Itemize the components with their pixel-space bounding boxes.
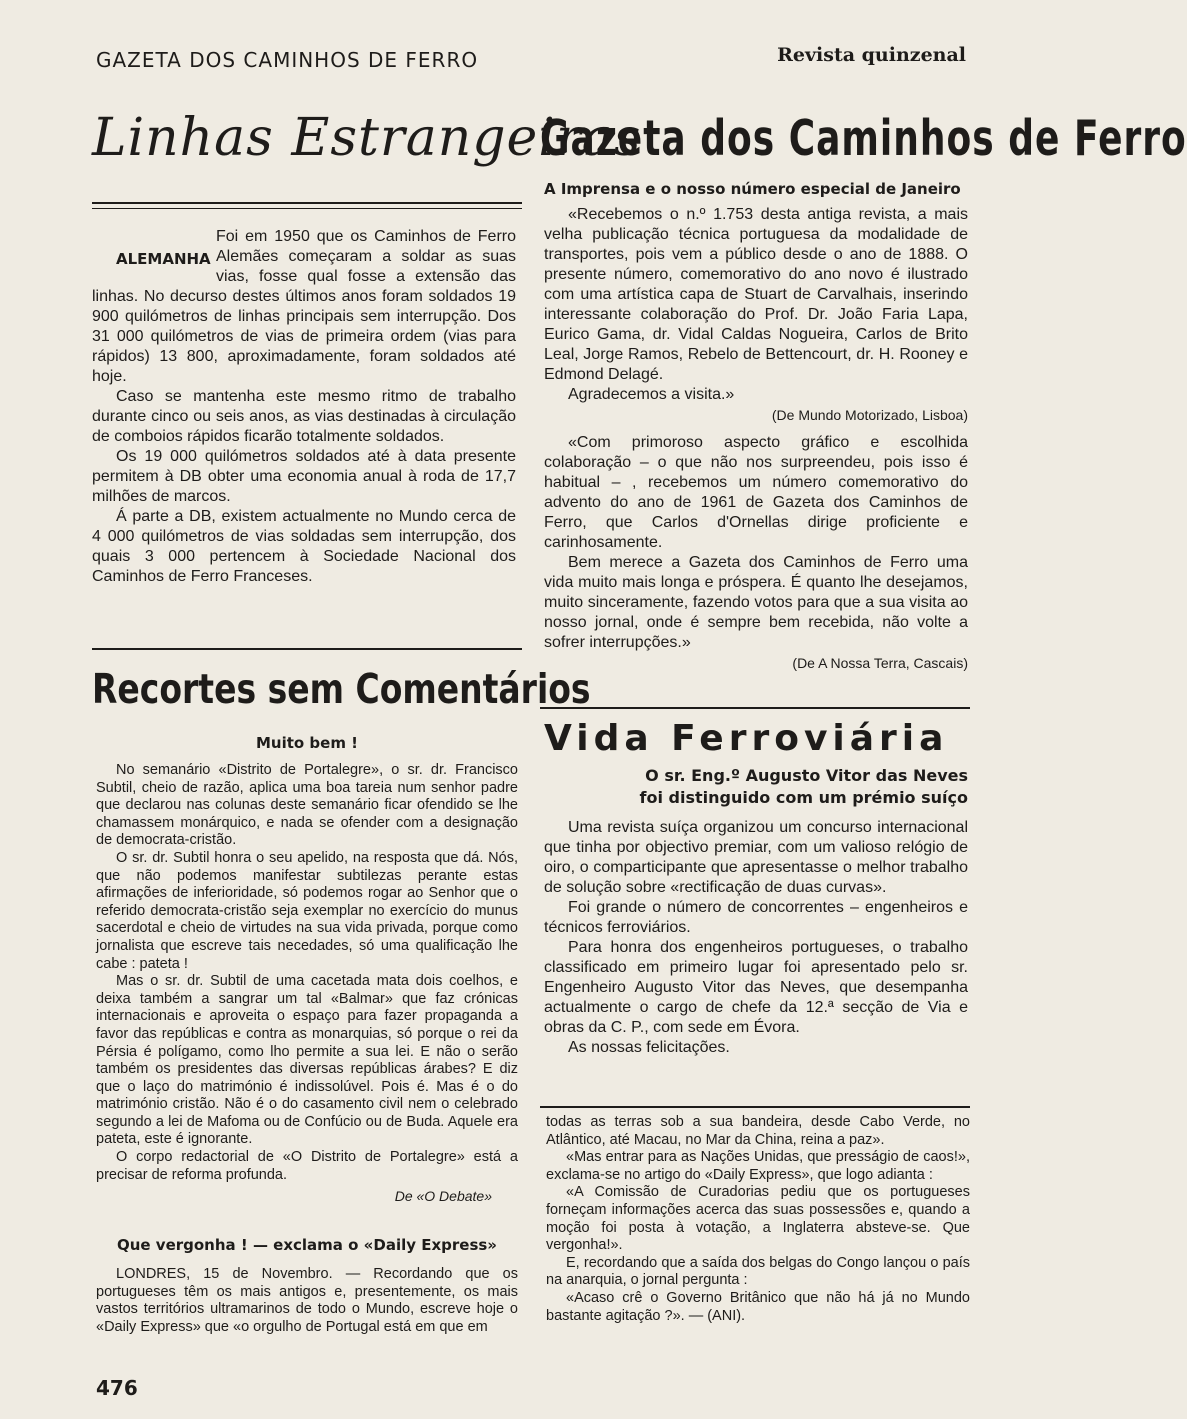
recortes-paragraph-4: O corpo redactorial de «O Distrito de Portalegre» está a precisar de reforma profunda. xyxy=(96,1149,518,1183)
running-header-frequency: Revista quinzenal xyxy=(777,44,966,66)
vida-subheading-2: foi distinguido com um prémio suíço xyxy=(639,788,968,807)
linhas-paragraph-1 xyxy=(92,227,516,387)
recortes-paragraph-3: Mas o sr. dr. Subtil de uma cacetada mata dois coelhos, e deixa também a sangrar um tal «Balmar» que faz crónicas internacionais e aproveita o espaço para fazer propaganda a favor das repúblicas e contra as monarquias, só porque o rei da Pérsia é polígamo, como lho permite a sua lei. E não o serão também os presidentes das diversas repúblicas árabes? E diz que o laço do matrimónio é indissolúvel. Pois é. Mas é o do matrimónio cristão. Não é o do casamento civil nem o celebrado segundo a lei de Mafoma ou de Confúcio ou de Buda. Aquele era pateta, este é ignorante. xyxy=(96,973,518,1148)
linhas-paragraph-2: Caso se mantenha este mesmo ritmo de trabalho durante cinco ou seis anos, as vias destinadas à circulação de comboios rápidos ficarão totalmente soldados. xyxy=(92,388,516,445)
vida-paragraph-1: Uma revista suíça organizou um concurso internacional que tinha por objectivo premiar, com um valioso relógio de oiro, o comparticipante que apresentasse o melhor trabalho de solução sobre «rectificação de duas curvas». xyxy=(544,819,968,896)
continuation-paragraph-2: «Mas entrar para as Nações Unidas, que presságio de caos!», exclama-se no artigo do «Daily Express», que logo adianta : xyxy=(546,1149,970,1183)
recortes-source-1: De «O Debate» xyxy=(394,1188,492,1205)
vida-paragraph-3: Para honra dos engenheiros portugueses, o trabalho classificado em primeiro lugar foi apresentado pelo sr. Engenheiro Augusto Vitor das Neves, que desempanha actualmente o cargo de chefe da 12.ª secção de Via e obras da C. P., com sede em Évora. xyxy=(544,939,968,1036)
linhas-paragraph-3: Os 19 000 quilómetros soldados até à data presente permitem à DB obter uma economia anual à roda de 17,7 milhões de marcos. xyxy=(92,448,516,505)
continuation-body xyxy=(546,1114,970,1325)
recortes-paragraph-5: LONDRES, 15 de Novembro. — Recordando que os portugueses têm os mais antigos e, presentemente, os mais vastos territórios ultramarinos de todo o Mundo, escreve hoje o «Daily Express» que «o orgulho de Portugal está em que em xyxy=(96,1266,518,1335)
gazeta-paragraph-1: «Recebemos o n.º 1.753 desta antiga revista, a mais velha publicação técnica portuguesa da modalidade de transportes, pois vem a público desde o ano de 1888. O presente número, comemorativo do ano novo é ilustrado com uma artística capa de Stuart de Carvalhais, inserindo interessante colaboração do Prof. Dr. João Faria Lapa, Eurico Gama, dr. Vidal Caldas Nogueira, Carlos de Brito Leal, Jorge Ramos, Rebelo de Bettencourt, dr. H. Rooney e Edmond Delagé. xyxy=(544,206,968,383)
recortes-paragraph-1: No semanário «Distrito de Portalegre», o sr. dr. Francisco Subtil, cheio de razão, aplica uma boa tareia num senhor padre que declarou nas colunas deste semanário ficar ofendido se lhe chamassem monárquico, e nada se ofender com a designação de democrata-cristão. xyxy=(96,762,518,849)
recortes-body xyxy=(96,762,518,1206)
gazeta-paragraph-3: «Com primoroso aspecto gráfico e escolhida colaboração – o que não nos surpreendeu, pois isso é habitual – , recebemos um número comemorativo do advento do ano de 1961 de Gazeta dos Caminhos de Ferro, que Carlos d'Ornellas dirige proficiente e carinhosamente. xyxy=(544,434,968,551)
vida-ferroviaria-heading: Vida Ferroviária xyxy=(544,718,949,759)
recortes-heading: Recortes sem Comentários xyxy=(92,664,591,713)
vida-subheading-1: O sr. Eng.º Augusto Vitor das Neves xyxy=(645,766,968,785)
recortes-body-2 xyxy=(96,1266,518,1336)
gazeta-body xyxy=(544,205,968,673)
continuation-paragraph-5: «Acaso crê o Governo Britânico que não há já no Mundo bastante agitação ?». — (ANI). xyxy=(546,1289,970,1324)
recortes-subheading-2: Que vergonha ! — exclama o «Daily Express» xyxy=(116,1236,498,1254)
linhas-p1-text: Foi em 1950 que os Caminhos de Ferro Alemães começaram a soldar as suas vias, fosse qual fosse a extensão das linhas. No decurso destes últimos anos foram soldados 19 900 quilómetros de linhas principais sem interrupção. Dos 31 000 quilómetros de vias de primeira ordem (vias para rápidos) 13 800, aproximadamente, foram soldados até hoje. xyxy=(92,228,516,385)
gazeta-source-2: (De A Nossa Terra, Cascais) xyxy=(792,655,968,671)
running-header-title: GAZETA DOS CAMINHOS DE FERRO xyxy=(96,48,479,72)
recortes-paragraph-2: O sr. dr. Subtil honra o seu apelido, na resposta que dá. Nós, que não podemos manifestar subtilezas perante estas afirmações de inferioridade, só podemos rogar ao Senhor que o referido democrata-cristão seja exemplar no exercício do munus sacerdotal e cheio de virtudes na sua vida privada, porque como jornalista que escreve tais necedades, só uma qualificação lhe cabe : pateta ! xyxy=(96,849,518,972)
heading-rule xyxy=(92,202,522,204)
section-label-alemanha: ALEMANHA xyxy=(116,250,211,268)
recortes-subheading-1: Muito bem ! xyxy=(255,734,359,752)
section-divider-bottom xyxy=(540,1106,970,1108)
vida-paragraph-2: Foi grande o número de concorrentes – engenheiros e técnicos ferroviários. xyxy=(544,899,968,936)
continuation-paragraph-1: todas as terras sob a sua bandeira, desde Cabo Verde, no Atlântico, até Macau, no Mar da China, reina a paz». xyxy=(546,1114,970,1148)
heading-rule-thin xyxy=(92,208,522,209)
label-spacer xyxy=(92,227,216,287)
vida-body xyxy=(544,818,968,1058)
section-divider xyxy=(92,648,522,650)
linhas-estrangeiras-heading: Linhas Estrangeiras xyxy=(92,108,642,168)
page-number: 476 xyxy=(96,1376,138,1400)
gazeta-heading: Gazeta dos Caminhos de Ferro xyxy=(540,112,1187,168)
continuation-paragraph-3: «A Comissão de Curadorias pediu que os portugueses forneçam informações acerca das suas possessões e, quando a moção foi posta à votação, a Inglaterra absteve-se. Que vergonha!». xyxy=(546,1184,970,1254)
gazeta-subheading: A Imprensa e o nosso número especial de Janeiro xyxy=(544,180,961,198)
continuation-paragraph-4: E, recordando que a saída dos belgas do Congo lançou o país na anarquia, o jornal pergunta : xyxy=(546,1254,970,1289)
linhas-body xyxy=(92,227,516,587)
vida-paragraph-4: As nossas felicitações. xyxy=(568,1039,730,1056)
gazeta-paragraph-4: Bem merece a Gazeta dos Caminhos de Ferro uma vida muito mais longa e próspera. É quanto lhe desejamos, muito sinceramente, fazendo votos para que a sua visita ao nosso jornal, onde é sempre bem recebida, não volte a sofrer interrupções.» xyxy=(544,554,968,651)
gazeta-paragraph-2: Agradecemos a visita.» xyxy=(568,386,735,403)
gazeta-source-1: (De Mundo Motorizado, Lisboa) xyxy=(771,407,968,423)
section-divider-right xyxy=(540,707,970,709)
linhas-paragraph-4: Á parte a DB, existem actualmente no Mundo cerca de 4 000 quilómetros de vias soldadas sem interrupção, dos quais 3 000 pertencem à Sociedade Nacional dos Caminhos de Ferro Franceses. xyxy=(92,508,516,585)
